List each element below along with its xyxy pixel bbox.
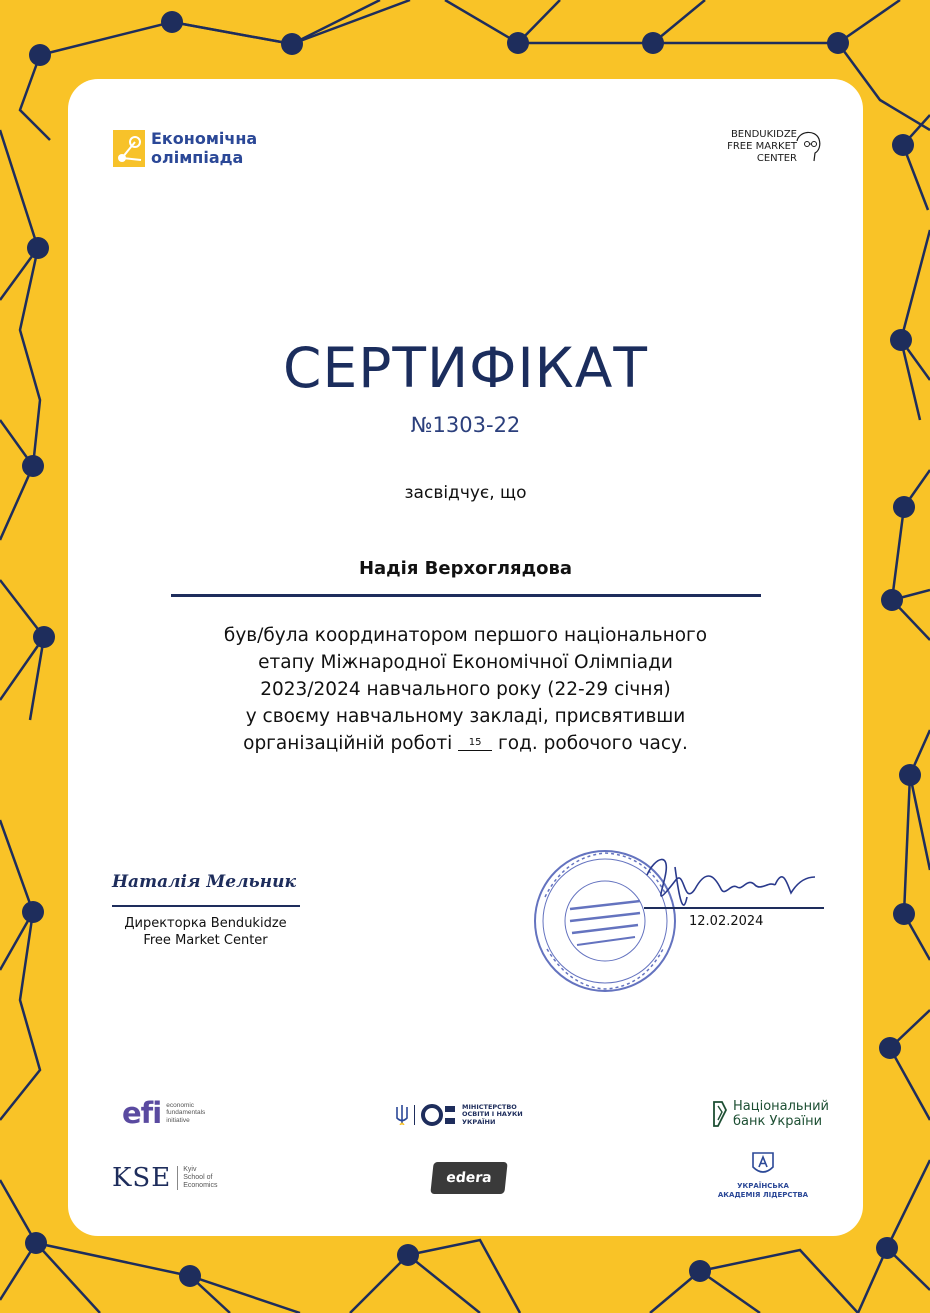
stamp-and-signature [525, 837, 825, 997]
edera-logo: edera [430, 1162, 507, 1194]
body-line-5-start: організаційній роботі [243, 733, 453, 754]
signer-role-line2: Free Market Center [143, 933, 268, 948]
mon-symbol-icon [421, 1103, 457, 1127]
olympiad-logo-icon [113, 130, 145, 167]
olympiad-logo-line1: Економічна [151, 129, 258, 148]
bfmc-logo-line3: CENTER [756, 153, 797, 164]
nbu-emblem-icon [712, 1100, 728, 1128]
certificate-card [68, 79, 863, 1236]
efi-logo-name: efi [122, 1096, 162, 1130]
certificate-title: СЕРТИФІКАТ [283, 336, 648, 400]
kse-logo-sub1: Kyiv [183, 1166, 197, 1173]
mon-logo [396, 1103, 523, 1127]
olympiad-logo [113, 129, 257, 167]
nbu-logo-line2: банк України [733, 1114, 823, 1129]
bfmc-logo-line1: BENDUKIDZE [730, 129, 797, 140]
body-line-1: був/була координатором першого національного [223, 625, 708, 646]
certificate-number: №1303-22 [410, 413, 521, 437]
body-line-5-end: год. робочого часу. [498, 733, 688, 754]
body-line-4: у своєму навчальному закладі, присвятивши [245, 706, 686, 727]
kse-logo [112, 1163, 217, 1193]
recipient-underline [171, 594, 761, 597]
body-line-3: 2023/2024 навчального року (22-29 січня) [260, 679, 671, 700]
hours-value: 15 [458, 736, 492, 751]
recipient-name: Надія Верхоглядова [358, 558, 573, 579]
efi-logo-sub1: economic [166, 1101, 195, 1109]
efi-logo-sub3: initiative [166, 1116, 190, 1124]
mon-logo-line1: МІНІСТЕРСТВО [462, 1102, 517, 1111]
certifies-text: засвідчує, що [404, 483, 527, 503]
ual-logo-line2: АКАДЕМІЯ ЛІДЕРСТВА [717, 1191, 809, 1199]
signer-role-line1: Директорка Bendukidze [124, 916, 287, 931]
certificate-body [128, 622, 803, 757]
bfmc-logo-line2: FREE MARKET [727, 141, 797, 152]
mon-logo-line2: ОСВІТИ І НАУКИ [462, 1110, 523, 1119]
body-line-5 [128, 730, 803, 757]
ual-emblem-icon [750, 1151, 776, 1177]
kse-logo-sub2: School of [183, 1174, 213, 1181]
efi-logo [122, 1096, 205, 1130]
bfmc-portrait-icon [793, 129, 823, 165]
mon-logo-line3: УКРАЇНИ [462, 1117, 496, 1126]
kse-logo-sub3: Economics [183, 1182, 218, 1189]
efi-logo-sub2: fundamentals [166, 1109, 206, 1117]
body-line-2: етапу Міжнародної Економічної Олімпіади [258, 652, 673, 673]
ual-logo [708, 1151, 818, 1200]
olympiad-logo-line2: олімпіада [151, 148, 244, 167]
nbu-logo [712, 1099, 829, 1129]
ual-logo-line1: УКРАЇНСЬКА [737, 1182, 789, 1190]
signer-underline [112, 905, 300, 907]
signer-role [98, 915, 313, 949]
trident-icon [396, 1105, 408, 1125]
signer-name: Наталія Мельник [112, 872, 296, 892]
bfmc-logo [727, 129, 823, 165]
date-underline [644, 907, 824, 909]
kse-logo-name: KSE [112, 1163, 172, 1193]
nbu-logo-line1: Національний [733, 1099, 829, 1114]
issue-date: 12.02.2024 [689, 914, 764, 929]
